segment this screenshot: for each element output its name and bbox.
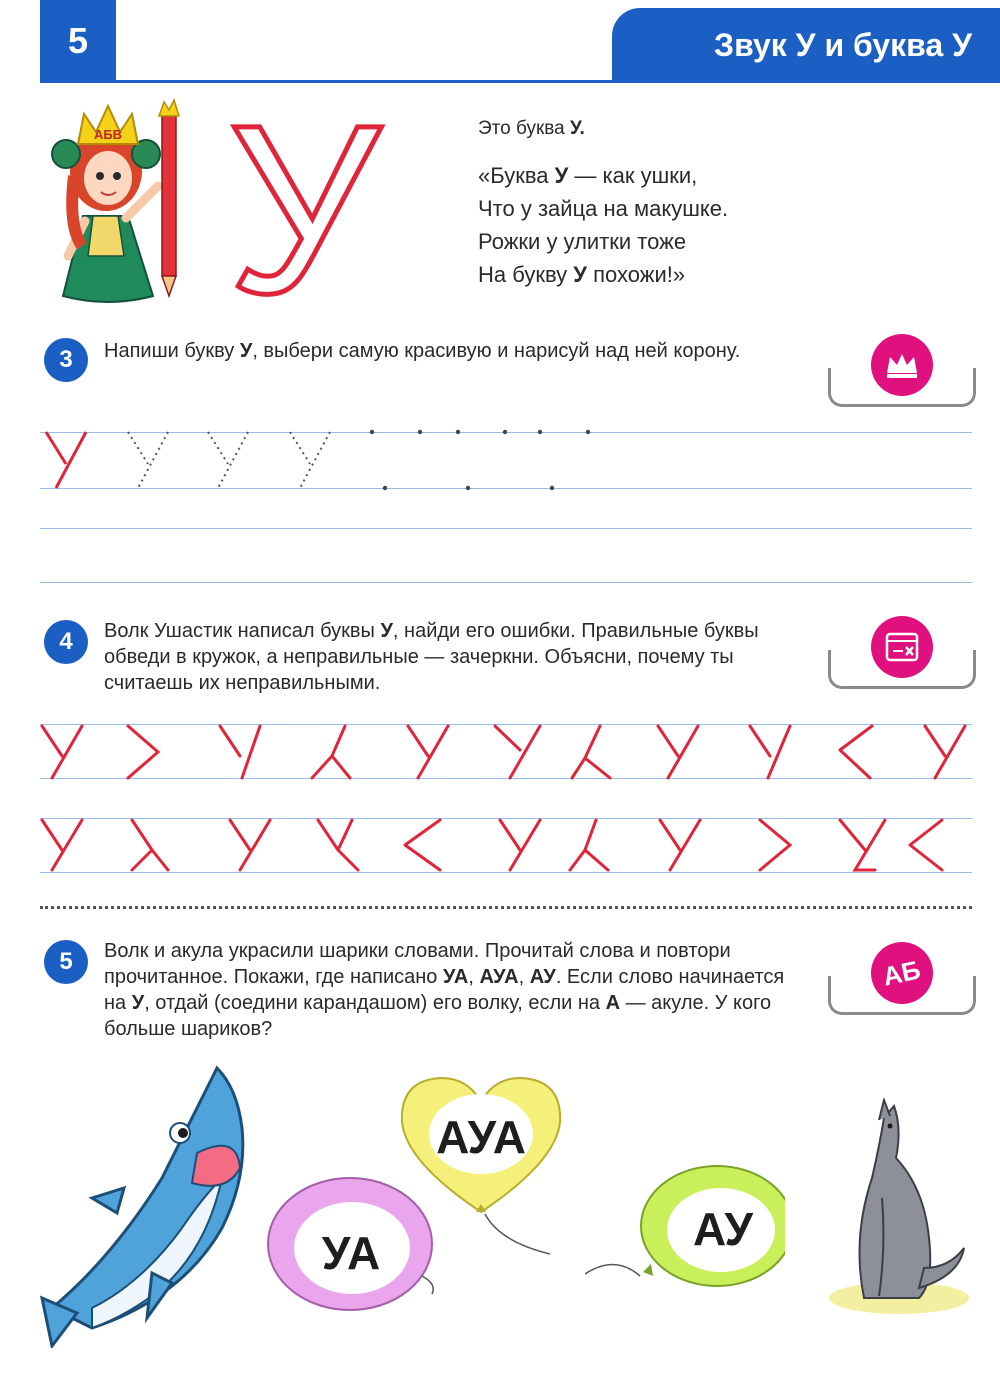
page-title: Звук У и буква У: [612, 8, 1000, 82]
letter-variant: [658, 726, 698, 778]
task-5-instruction: Волк и акула украсили шарики словами. Прочитай слова и повтори прочитанное. Покажи, где написано УА, АУА, АУ. Если слово начинается на У, отдай (соедини карандашом) его волку, если на А — акуле. У кого больше шариков?: [104, 940, 785, 1040]
big-letter: [222, 112, 387, 307]
letters-ab-icon: АБ: [871, 942, 933, 1004]
writing-line: [40, 582, 972, 583]
intro-line: [478, 112, 958, 145]
letter-variant: [750, 726, 790, 778]
task-3-instruction: Напиши букву У, выбери самую красивую и нарисуй над ней корону.: [104, 340, 741, 362]
letter-variant: [760, 820, 790, 870]
letter-variant: [660, 820, 700, 870]
princess-crown-text: АБВ: [93, 127, 123, 142]
shark-illustration: [32, 1058, 262, 1348]
balloon-word-ua: УА: [321, 1227, 381, 1279]
task-3-number: 3: [44, 338, 88, 382]
task-4-icon-box: [828, 628, 974, 688]
task-5-icon-box: [828, 954, 974, 1014]
letter-variants: [40, 720, 975, 880]
crown-icon: [871, 334, 933, 396]
letter-variant: [318, 820, 358, 870]
letter-variant: [128, 726, 158, 778]
letter-variant: [500, 820, 540, 870]
letter-variant: [925, 726, 965, 778]
tracing-letters: [40, 424, 640, 496]
big-letter-glyph: У: [227, 112, 381, 307]
page-number: 5: [40, 0, 116, 82]
balloon-word-aua: АУА: [436, 1111, 526, 1163]
letter-variant: [840, 726, 872, 778]
letter-variant: [220, 726, 260, 778]
intro-line-letter: У.: [570, 118, 585, 139]
wolf-illustration: [824, 1098, 974, 1318]
princess-illustration: [38, 96, 198, 311]
letter-variant: [230, 820, 270, 870]
poem-line: «Буква У — как ушки,: [478, 163, 698, 188]
letter-variant: [312, 726, 350, 778]
task-4-number: 4: [44, 620, 88, 664]
letter-variant: [570, 820, 608, 870]
task-3-icon-box: [828, 346, 974, 406]
balloon-word-au: АУ: [692, 1203, 754, 1255]
letter-variant: [840, 820, 885, 870]
letter-variant: [132, 820, 168, 870]
balloon-string: [470, 1212, 560, 1262]
letter-variant: [910, 820, 942, 870]
letter-variant: [572, 726, 610, 778]
writing-line: [40, 528, 972, 529]
poem-line: На букву У похожи!»: [478, 262, 686, 287]
task-4-instruction: Волк Ушастик написал буквы У, найди его ошибки. Правильные буквы обведи в кружок, а неправильные — зачеркни. Объясни, почему ты считаешь их неправильными.: [104, 620, 759, 694]
letter-variant: [408, 726, 448, 778]
letter-variant: [42, 726, 82, 778]
letter-variant: [42, 820, 82, 870]
letter-variant: [405, 820, 440, 870]
cross-out-card-icon: [871, 616, 933, 678]
section-divider: [40, 906, 972, 909]
poem-line: Что у зайца на макушке.: [478, 196, 729, 221]
poem-line: Рожки у улитки тоже: [478, 229, 687, 254]
task-5-number: 5: [44, 940, 88, 984]
letter-variant: [495, 726, 540, 778]
intro-poem: [478, 112, 958, 291]
intro-line-text: Это буква: [478, 118, 570, 139]
